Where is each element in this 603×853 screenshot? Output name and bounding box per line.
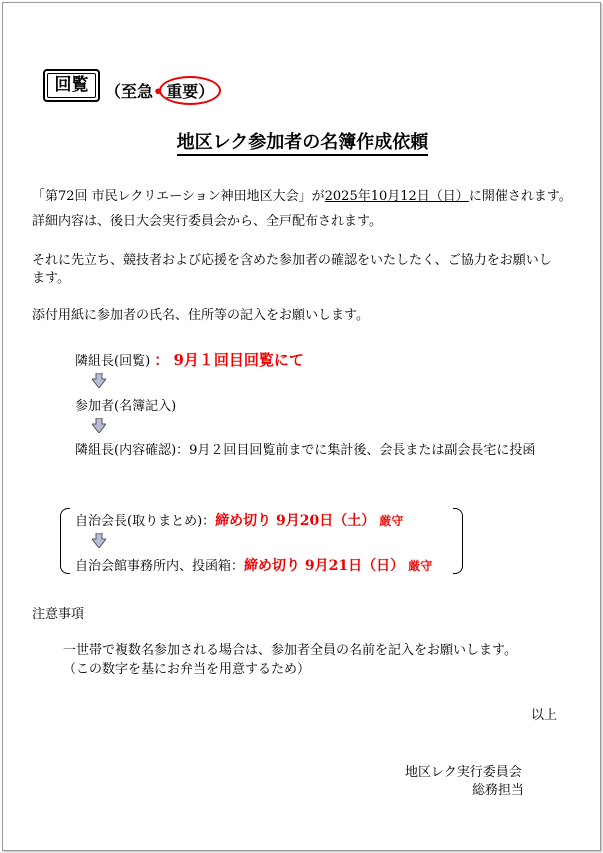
notes-line-2: （この数字を基にお弁当を用意するため）: [63, 662, 311, 677]
down-arrow-icon: [92, 533, 106, 548]
urgency-open: （至急: [105, 82, 154, 101]
kairan-stamp: [43, 69, 100, 102]
right-bracket: [453, 508, 463, 574]
notes-line-1: 一世帯で複数名参加される場合は、参加者全員の名前を記入をお願いします。: [63, 643, 517, 658]
document-page: [2, 2, 601, 851]
deadline1-label: 自治会長(取りまとめ)：: [75, 514, 216, 529]
down-arrow-icon: [92, 373, 106, 388]
urgency-close: ）: [198, 82, 215, 101]
title-text: 地区レク参加者の名簿作成依頼: [177, 132, 429, 156]
important-label: 重要: [166, 82, 199, 101]
kairan-label: 回覧: [54, 75, 89, 95]
step3-note: 9月２回目回覧前までに集計後、会長または副会長宅に投函: [189, 443, 536, 458]
flow-step-2: 参加者(名簿記入): [75, 399, 177, 414]
signature-org: 地区レク実行委員会: [405, 765, 522, 780]
deadline2-strict: 厳守: [408, 559, 433, 573]
request-line-1: それに先立ち、競技者および応援を含めた参加者の確認をいたしたく、ご協力をお願いし: [32, 253, 552, 268]
flow-step-1: [75, 349, 304, 370]
intro-event: 「第72回 市民レクリエーション神田地区大会」が: [32, 189, 325, 204]
notes-heading: 注意事項: [32, 607, 85, 622]
deadline-1: [75, 510, 403, 530]
deadline2-label: 自治会館事務所内、投函箱：: [75, 559, 245, 574]
deadline1-strict: 厳守: [379, 514, 404, 528]
step1-label: 隣組長(回覧): [75, 354, 151, 369]
deadline2-date: 締め切り 9月21日（日）: [244, 558, 405, 574]
urgency-marker: [105, 76, 221, 105]
closing-text: 以上: [531, 708, 558, 723]
request-line-2: ます。: [32, 271, 70, 286]
step1-note: 9月１回目回覧にて: [173, 351, 304, 369]
step1-colon: ：: [154, 351, 170, 369]
event-date: 2025年10月12日（日）: [324, 189, 469, 204]
attachment-note: 添付用紙に参加者の氏名、住所等の記入をお願いします。: [32, 308, 369, 323]
left-bracket: [60, 508, 70, 574]
intro-post: に開催されます。: [468, 189, 572, 204]
deadline1-date: 締め切り 9月20日（土）: [215, 513, 376, 529]
flow-step-3: [75, 439, 535, 458]
down-arrow-icon: [92, 418, 106, 433]
urgency-dot: •: [153, 82, 164, 101]
intro-line-2: 詳細内容は、後日大会実行委員会から、全戸配布されます。: [32, 214, 382, 229]
signature-dept: 総務担当: [472, 783, 525, 798]
page-title: [3, 128, 602, 154]
important-circled: [159, 76, 221, 105]
step3-label: 隣組長(内容確認)：: [75, 443, 190, 458]
deadline-2: [75, 555, 432, 575]
intro-line-1: [32, 185, 572, 204]
